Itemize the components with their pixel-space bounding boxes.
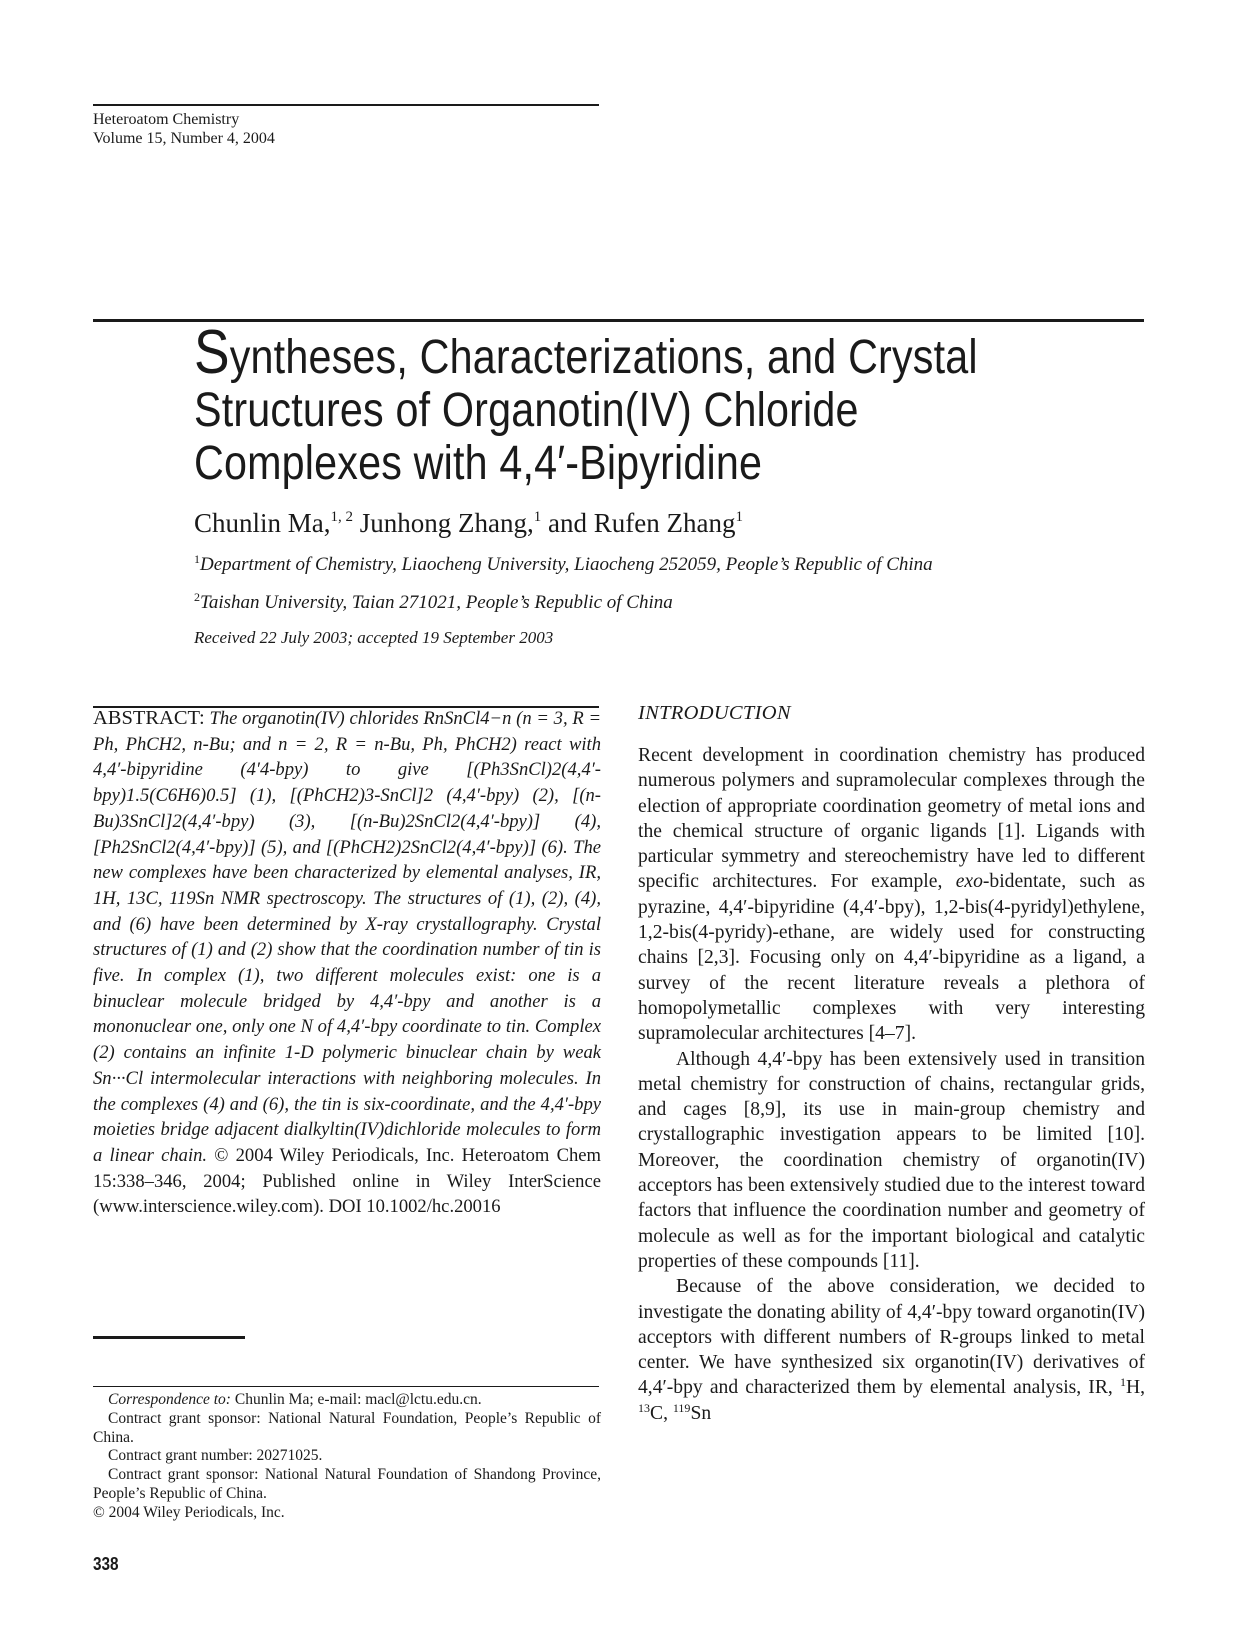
abstract-citation: © 2004 Wiley Periodicals, Inc. Heteroatom Chem 15:338–346, 2004; Published online in Wiley InterScience (www.interscience.wiley.com). DOI 10.1002/hc.20016 [93, 1144, 601, 1218]
footnote-copyright: © 2004 Wiley Periodicals, Inc. [93, 1503, 285, 1521]
title-rule-right [194, 319, 1144, 322]
journal-name: Heteroatom Chemistry [93, 111, 240, 128]
nucleus-sn: Sn [690, 1402, 712, 1424]
footnote-correspondence [93, 1391, 601, 1410]
correspondence-text: Chunlin Ma; e-mail: macl@lctu.edu.cn. [234, 1391, 482, 1408]
author-name: Rufen Zhang [593, 508, 736, 538]
title-initial: S [194, 318, 230, 387]
received-dates: Received 22 July 2003; accepted 19 September 2003 [194, 628, 554, 647]
isotope-mark-c: 13 [638, 1400, 650, 1415]
correspondence-label: Correspondence to: [108, 1391, 231, 1408]
author-name: Junhong Zhang, [359, 508, 534, 538]
footnotes [93, 1391, 601, 1523]
footnote-rule [93, 1386, 599, 1387]
affiliation-2 [194, 591, 673, 615]
affiliation-text: Taishan University, Taian 271021, People’s Republic of China [200, 592, 673, 613]
page-number: 338 [93, 1554, 119, 1574]
nucleus-c: C, [650, 1402, 668, 1424]
author-connector: and [548, 508, 587, 538]
introduction-body [638, 743, 1145, 1426]
title-line-2: Structures of Organotin(IV) Chloride [194, 384, 859, 437]
intro-paragraph-1 [638, 743, 1145, 1047]
isotope-mark-h: 1 [1119, 1375, 1126, 1390]
footnote-sponsor-1: Contract grant sponsor: National Natural Foundation, People’s Republic of China. [93, 1409, 601, 1446]
author-affiliation-mark: 1 [735, 509, 743, 525]
intro-p3-text: Because of the above consideration, we decided to investigate the donating ability of 4,4′-bpy toward organotin(IV) acceptors with different numbers of R-groups linked to metal center. We have synthesized six organotin(IV) derivatives of 4,4′-bpy and characterized them by elemental analysis, IR, [638, 1276, 1145, 1399]
intro-p1-text-b: -bidentate, such as pyrazine, 4,4′-bipyridine (4,4′-bpy), 1,2-bis(4-pyridyl)ethylene, 1,2-bis(4-pyridy)-ethane, are widely used for constructing chains [2,3]. Focusing only on 4,4′-bipyridine as a ligand, a survey of the recent literature reveals a plethora of homopolymetallic complexes with very interesting supramolecular architectures [4–7]. [638, 871, 1145, 1045]
journal-volume: Volume 15, Number 4, 2004 [93, 130, 275, 147]
section-heading-introduction: INTRODUCTION [638, 702, 791, 724]
paper-title [194, 318, 1020, 490]
abstract [93, 706, 601, 1220]
abstract-end-rule [93, 1336, 245, 1339]
abstract-label: ABSTRACT: [93, 707, 205, 729]
title-line-1: yntheses, Characterizations, and Crystal [229, 331, 978, 384]
isotope-mark-sn: 119 [672, 1400, 691, 1415]
title-rule-left [93, 319, 194, 322]
nucleus-h: H, [1125, 1377, 1145, 1399]
affiliation-text: Department of Chemistry, Liaocheng University, Liaocheng 252059, People’s Republic of China [200, 554, 933, 575]
footnote-grant-number: Contract grant number: 20271025. [108, 1447, 323, 1465]
author-affiliation-mark: 1 [533, 509, 542, 525]
intro-p1-exo: exo [955, 871, 983, 893]
intro-paragraph-2: Although 4,4′-bpy has been extensively used in transition metal chemistry for construction of chains, rectangular grids, and cages [8,9], its use in main-group chemistry and crystallographic investigation appears to be limited [10]. Moreover, the coordination chemistry of organotin(IV) acceptors has been extensively studied due to the interest toward factors that influence the coordination number and geometry of molecule as well as for the important biological and catalytic properties of these compounds [11]. [638, 1048, 1145, 1272]
journal-header [93, 110, 275, 148]
author-name: Chunlin Ma, [194, 508, 331, 538]
abstract-body: The organotin(IV) chlorides RnSnCl4−n (n = 3, R = Ph, PhCH2, n-Bu; and n = 2, R = n-Bu, Ph, PhCH2) react with 4,4′-bipyridine (4′4-bpy) to give [(Ph3SnCl)2(4,4′-bpy)1.5(C6H6)0.5] (1), [(PhCH2)3-SnCl]2 (4,4′-bpy) (2), [(n-Bu)3SnCl]2(4,4′-bpy) (3), [(n-Bu)2SnCl2(4,4′-bpy)] (4), [Ph2SnCl2(4,4′-bpy)] (5), and [(PhCH2)2SnCl2(4,4′-bpy)] (6). The new complexes have been characterized by elemental analyses, IR, 1H, 13C, 119Sn NMR spectroscopy. The structures of (1), (2), (4), and (6) have been determined by X-ray crystallography. Crystal structures of (1) and (2) show that the coordination number of tin is five. In complex (1), two different molecules exist: one is a binuclear molecule bridged by 4,4′-bpy and another is a mononuclear one, only one N of 4,4′-bpy coordinate to tin. Complex (2) contains an infinite 1-D polymeric binuclear chain by weak Sn···Cl intermolecular interactions with neighboring molecules. In the complexes (4) and (6), the tin is six-coordinate, and the 4,4′-bpy moieties bridge adjacent dialkyltin(IV)dichloride molecules to form a linear chain. [93, 708, 601, 1166]
affiliation-1 [194, 553, 933, 577]
intro-paragraph-3 [638, 1274, 1145, 1426]
author-list [194, 506, 743, 540]
affiliation-mark: 2 [194, 590, 200, 604]
author-affiliation-mark: 1, 2 [330, 509, 354, 525]
footnote-sponsor-2: Contract grant sponsor: National Natural Foundation of Shandong Province, People’s Republic of China. [93, 1466, 601, 1502]
title-line-3: Complexes with 4,4′-Bipyridine [194, 437, 763, 490]
journal-header-rule [93, 104, 599, 106]
affiliation-mark: 1 [194, 552, 200, 566]
intro-p1-text-a: Recent development in coordination chemistry has produced numerous polymers and supramolecular complexes through the election of appropriate coordination geometry of metal ions and the chemical structure of organic ligands [1]. Ligands with particular symmetry and stereochemistry have led to different specific architectures. For example, [638, 745, 1145, 893]
